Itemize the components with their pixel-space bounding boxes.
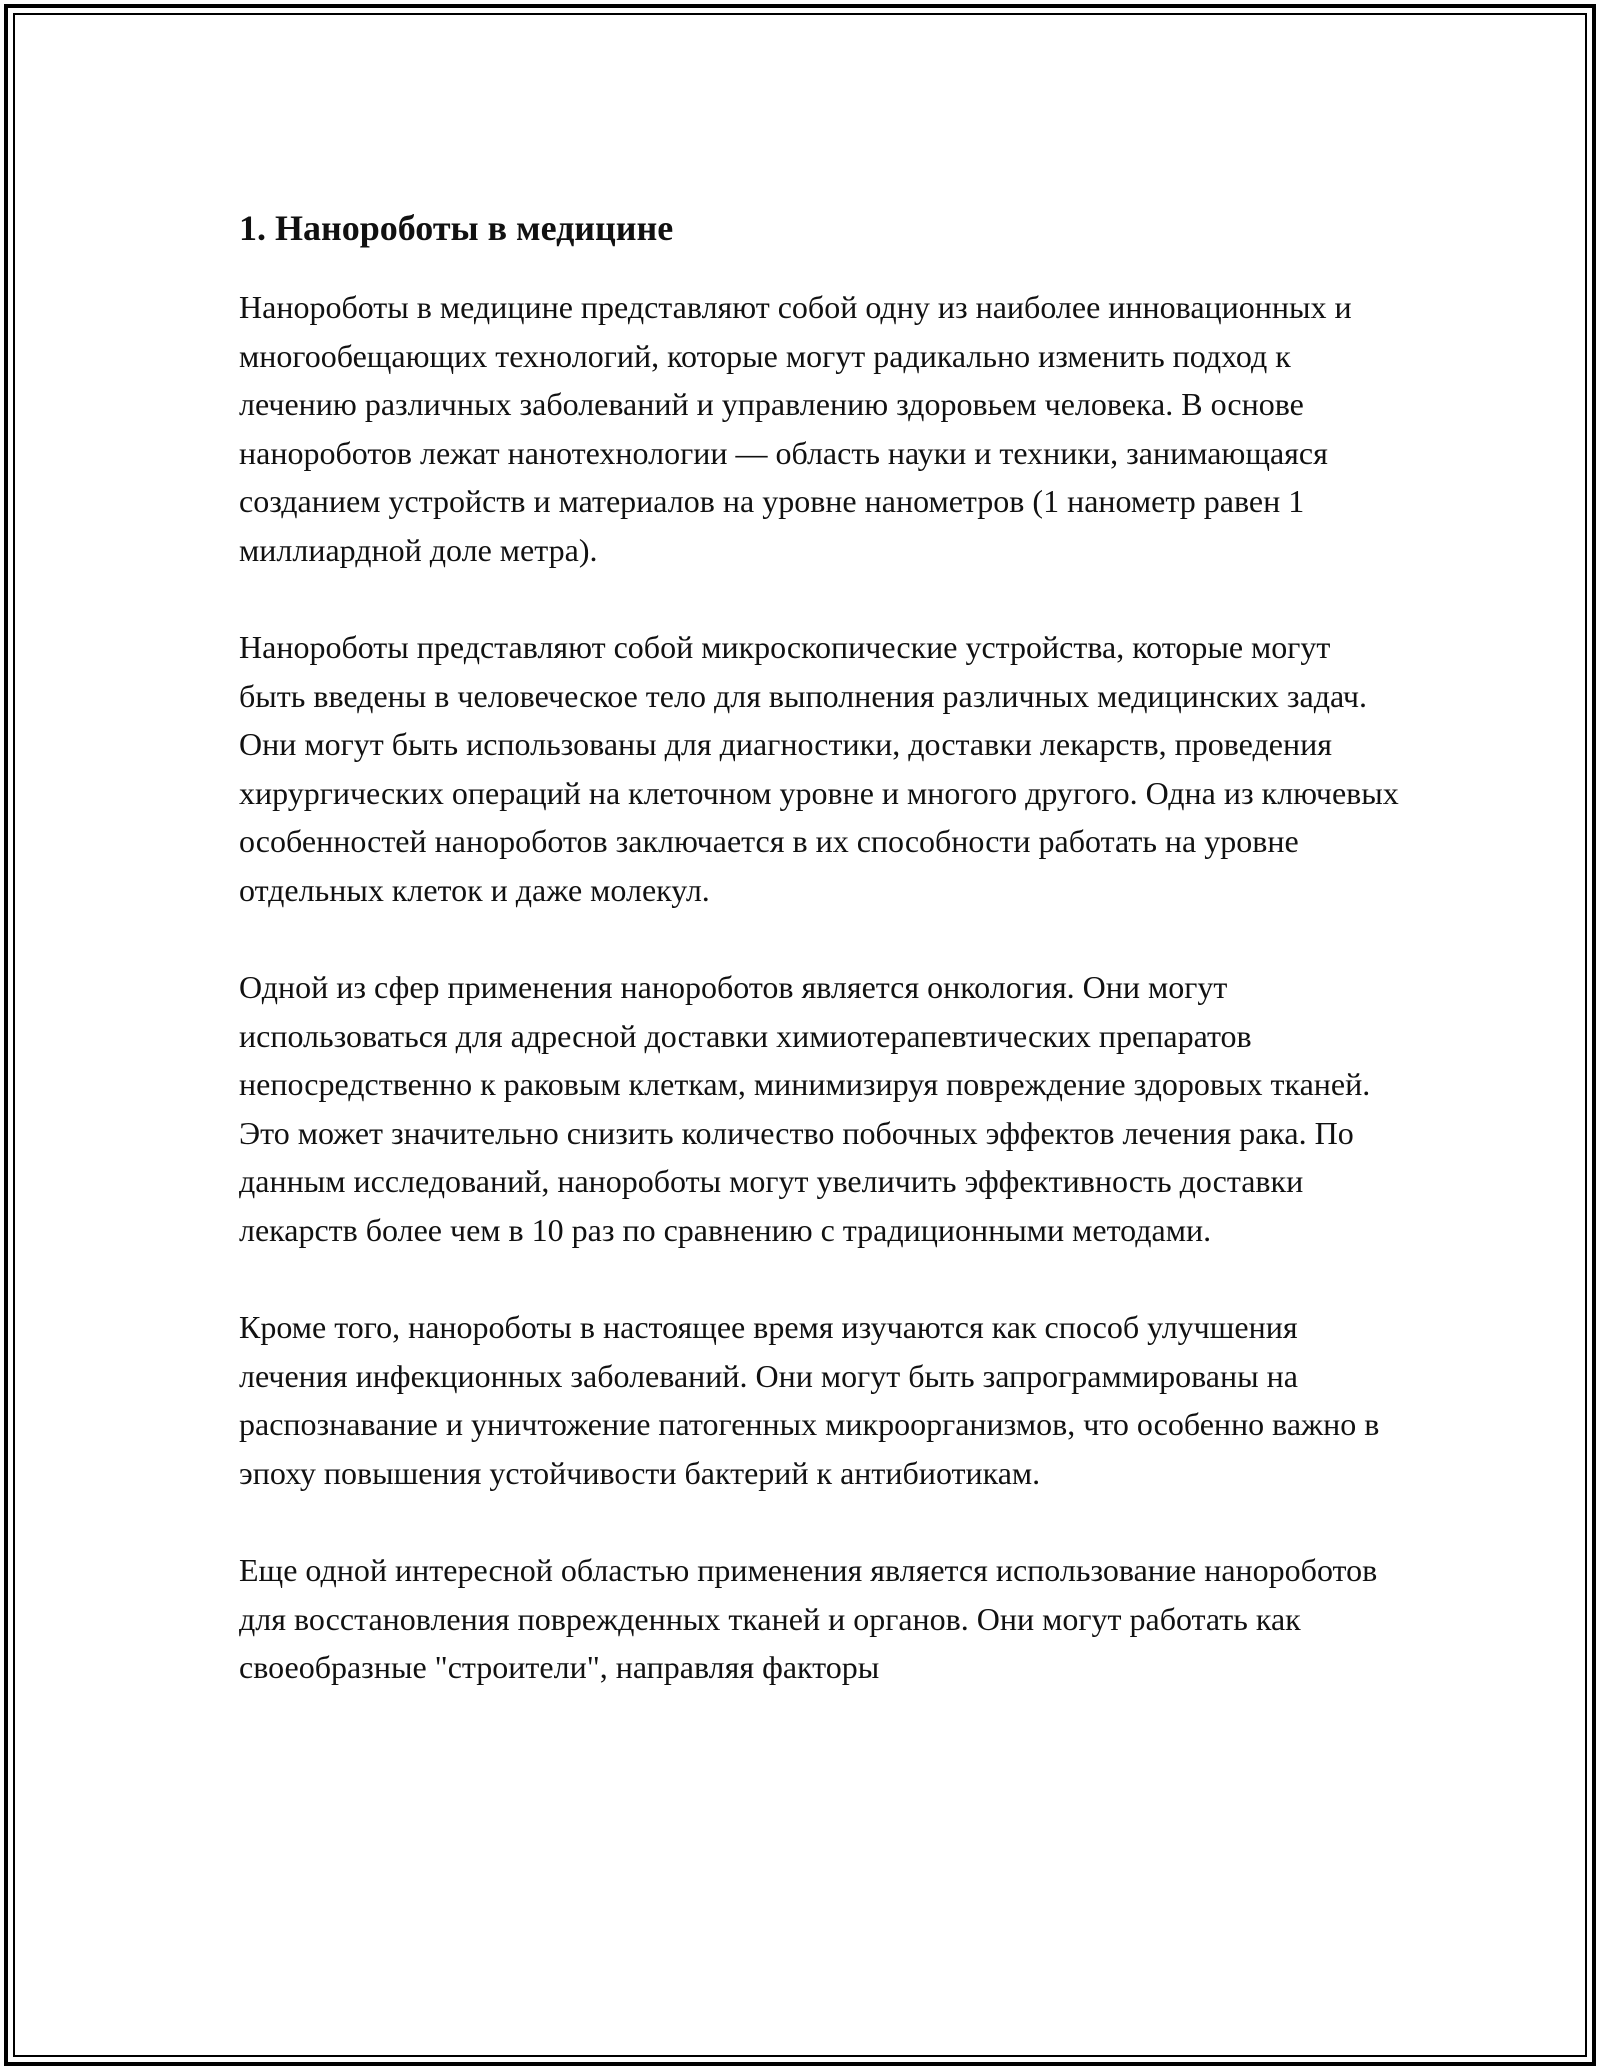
paragraph-2: Нанороботы представляют собой микроскопические устройства, которые могут быть введены в человеческое тело для выполнения различных медицинских задач. Они могут быть использованы для диагностики, доставки лекарств, проведения хирургических операций на клеточном уровне и многого другого. Одна из ключевых особенностей нанороботов заключается в их способности работать на уровне отдельных клеток и даже молекул. xyxy=(239,629,1399,908)
paragraph-1: Нанороботы в медицине представляют собой одну из наиболее инновационных и многообещающих технологий, которые могут радикально изменить подход к лечению различных заболеваний и управлению здоровьем человека. В основе нанороботов лежат нанотехнологии — область науки и техники, занимающаяся созданием устройств и материалов на уровне нанометров (1 нанометр равен 1 миллиардной доле метра). xyxy=(239,289,1352,568)
section-title: 1. Нанороботы в медицине xyxy=(239,208,674,248)
paragraph-4: Кроме того, нанороботы в настоящее время изучаются как способ улучшения лечения инфекционных заболеваний. Они могут быть запрограммированы на распознавание и уничтожение патогенных микроорганизмов, что особенно важно в эпоху повышения устойчивости бактерий к антибиотикам. xyxy=(239,1309,1380,1491)
paragraph-5: Еще одной интересной областью применения является использование нанороботов для восстановления поврежденных тканей и органов. Они могут работать как своеобразные "строители", направляя факторы xyxy=(239,1552,1378,1685)
page-border xyxy=(4,4,1596,2066)
paragraph-3: Одной из сфер применения нанороботов является онкология. Они могут использоваться для адресной доставки химиотерапевтических препаратов непосредственно к раковым клеткам, минимизируя повреждение здоровых тканей. Это может значительно снизить количество побочных эффектов лечения рака. По данным исследований, нанороботы могут увеличить эффективность доставки лекарств более чем в 10 раз по сравнению с традиционными методами. xyxy=(239,969,1371,1248)
document-body xyxy=(239,197,1399,1741)
page-border-inner xyxy=(13,13,1587,2057)
